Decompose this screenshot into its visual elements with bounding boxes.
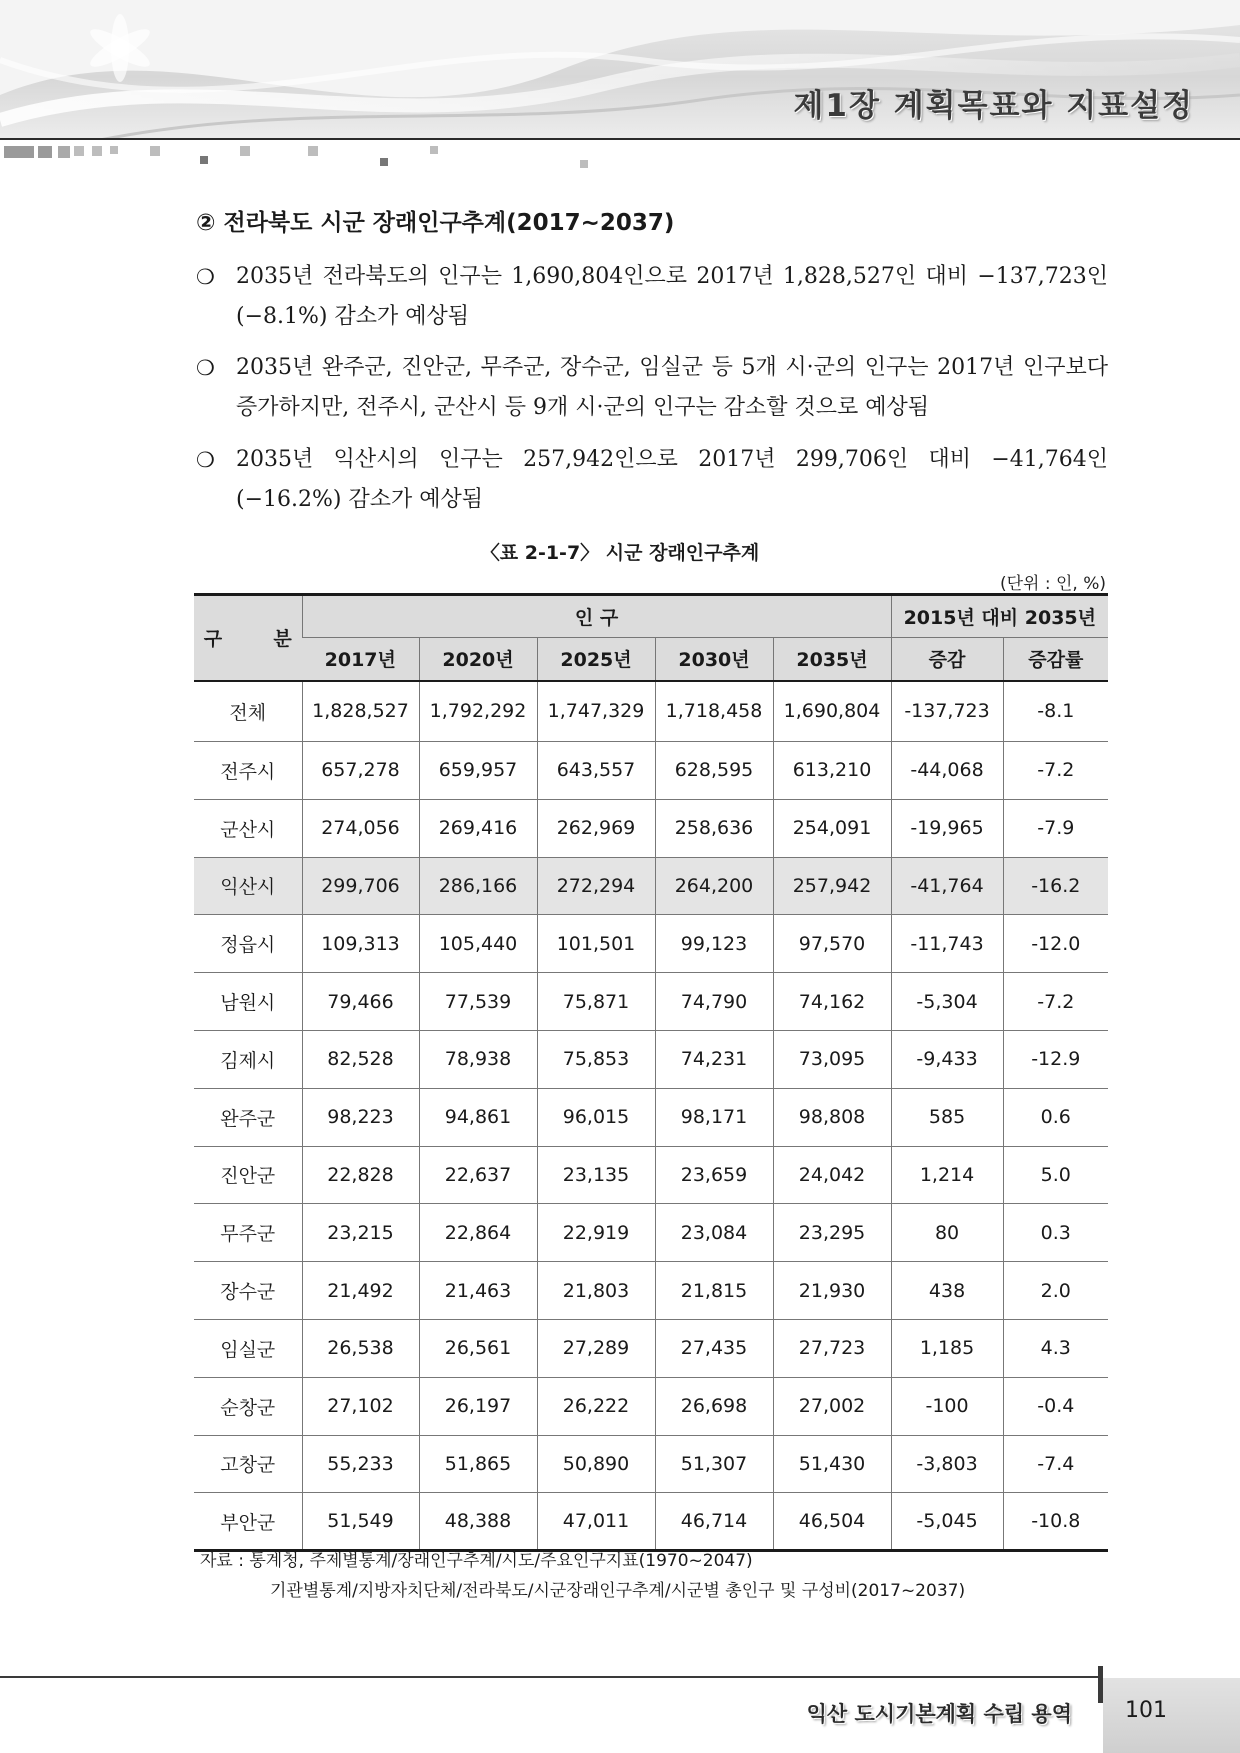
value-cell: 74,231 xyxy=(655,1030,773,1088)
header-change-amount: 증감 xyxy=(891,638,1003,681)
value-cell: 98,808 xyxy=(773,1088,891,1146)
value-cell: -44,068 xyxy=(891,742,1003,800)
page-number: 101 xyxy=(1125,1698,1167,1723)
value-cell: 2.0 xyxy=(1003,1262,1108,1320)
region-cell: 전주시 xyxy=(194,742,302,800)
value-cell: 97,570 xyxy=(773,915,891,973)
value-cell: 585 xyxy=(891,1088,1003,1146)
value-cell: 21,463 xyxy=(419,1262,537,1320)
value-cell: 51,307 xyxy=(655,1435,773,1493)
table-row xyxy=(194,857,1108,915)
value-cell: 613,210 xyxy=(773,742,891,800)
population-table xyxy=(194,593,1108,1552)
value-cell: 1,214 xyxy=(891,1146,1003,1204)
value-cell: 22,864 xyxy=(419,1204,537,1262)
region-cell: 진안군 xyxy=(194,1146,302,1204)
value-cell: 628,595 xyxy=(655,742,773,800)
value-cell: 27,002 xyxy=(773,1377,891,1435)
value-cell: 27,435 xyxy=(655,1319,773,1377)
value-cell: 98,171 xyxy=(655,1088,773,1146)
value-cell: 299,706 xyxy=(302,857,419,915)
value-cell: 1,747,329 xyxy=(537,681,655,742)
header-dot-pattern xyxy=(0,142,620,170)
header-year: 2025년 xyxy=(537,638,655,681)
value-cell: 22,828 xyxy=(302,1146,419,1204)
header-year: 2030년 xyxy=(655,638,773,681)
header-banner xyxy=(0,0,1240,140)
value-cell: 74,162 xyxy=(773,973,891,1031)
source-line: 자료 : 통계청, 주제별통계/장래인구추계/시도/주요인구지표(1970~2047) xyxy=(200,1551,753,1571)
source-note xyxy=(200,1546,965,1606)
value-cell: 286,166 xyxy=(419,857,537,915)
value-cell: -7.2 xyxy=(1003,973,1108,1031)
value-cell: 23,084 xyxy=(655,1204,773,1262)
value-cell: -12.0 xyxy=(1003,915,1108,973)
value-cell: 79,466 xyxy=(302,973,419,1031)
value-cell: 23,215 xyxy=(302,1204,419,1262)
region-cell: 김제시 xyxy=(194,1030,302,1088)
value-cell: -7.4 xyxy=(1003,1435,1108,1493)
value-cell: 46,714 xyxy=(655,1493,773,1551)
value-cell: 26,561 xyxy=(419,1319,537,1377)
header-gubun-a: 구 xyxy=(203,628,223,651)
value-cell: -7.9 xyxy=(1003,799,1108,857)
table-row xyxy=(194,1204,1108,1262)
value-cell: 96,015 xyxy=(537,1088,655,1146)
region-cell: 부안군 xyxy=(220,1511,276,1534)
value-cell: 51,549 xyxy=(302,1493,419,1551)
header-gubun xyxy=(194,595,302,681)
value-cell: -16.2 xyxy=(1003,857,1108,915)
value-cell: 264,200 xyxy=(655,857,773,915)
bullet-paragraph xyxy=(196,348,1108,428)
value-cell: -100 xyxy=(891,1377,1003,1435)
value-cell: 659,957 xyxy=(419,742,537,800)
section-heading: ② 전라북도 시군 장래인구추계(2017~2037) xyxy=(196,210,675,236)
value-cell: 258,636 xyxy=(655,799,773,857)
value-cell: -10.8 xyxy=(1003,1493,1108,1551)
header-gubun-b: 분 xyxy=(273,628,292,651)
value-cell: 23,135 xyxy=(537,1146,655,1204)
value-cell: -9,433 xyxy=(891,1030,1003,1088)
value-cell: 22,637 xyxy=(419,1146,537,1204)
value-cell: 46,504 xyxy=(773,1493,891,1551)
value-cell: 21,492 xyxy=(302,1262,419,1320)
value-cell: 55,233 xyxy=(302,1435,419,1493)
region-cell: 정읍시 xyxy=(194,915,302,973)
source-line: 기관별통계/지방자치단체/전라북도/시군장래인구추계/시군별 총인구 및 구성비(2017~2037) xyxy=(270,1581,966,1601)
value-cell: 105,440 xyxy=(419,915,537,973)
value-cell: 1,792,292 xyxy=(419,681,537,742)
value-cell: 23,659 xyxy=(655,1146,773,1204)
value-cell: 26,222 xyxy=(537,1377,655,1435)
region-cell: 완주군 xyxy=(194,1088,302,1146)
value-cell: 4.3 xyxy=(1003,1319,1108,1377)
value-cell: -0.4 xyxy=(1003,1377,1108,1435)
value-cell: 5.0 xyxy=(1003,1146,1108,1204)
value-cell: 1,690,804 xyxy=(773,681,891,742)
table-row xyxy=(194,1377,1108,1435)
value-cell: 99,123 xyxy=(655,915,773,973)
value-cell: 78,938 xyxy=(419,1030,537,1088)
value-cell: -8.1 xyxy=(1003,681,1108,742)
bullet-text: 2035년 전라북도의 인구는 1,690,804인으로 2017년 1,828,527인 대비 −137,723인(−8.1%) 감소가 예상됨 xyxy=(236,264,1108,329)
header-year: 2020년 xyxy=(419,638,537,681)
value-cell: 26,197 xyxy=(419,1377,537,1435)
footer-title: 익산 도시기본계획 수립 용역 xyxy=(806,1702,1072,1726)
bullet-circle-icon: ❍ xyxy=(196,448,215,472)
value-cell: 94,861 xyxy=(419,1088,537,1146)
value-cell: 1,828,527 xyxy=(302,681,419,742)
region-cell: 임실군 xyxy=(194,1319,302,1377)
header-population: 인 구 xyxy=(302,595,891,638)
value-cell: 26,698 xyxy=(655,1377,773,1435)
value-cell: 80 xyxy=(891,1204,1003,1262)
value-cell: 27,289 xyxy=(537,1319,655,1377)
value-cell: 27,723 xyxy=(773,1319,891,1377)
table-row xyxy=(194,915,1108,973)
table-row xyxy=(194,1146,1108,1204)
bullet-text: 2035년 익산시의 인구는 257,942인으로 2017년 299,706인 대비 −41,764인(−16.2%) 감소가 예상됨 xyxy=(236,447,1108,512)
value-cell: -12.9 xyxy=(1003,1030,1108,1088)
value-cell: 438 xyxy=(891,1262,1003,1320)
value-cell: 21,815 xyxy=(655,1262,773,1320)
value-cell: 27,102 xyxy=(302,1377,419,1435)
value-cell: -41,764 xyxy=(891,857,1003,915)
chapter-title: 제1장 계획목표와 지표설정 xyxy=(793,88,1194,124)
value-cell: -3,803 xyxy=(891,1435,1003,1493)
value-cell: 74,790 xyxy=(655,973,773,1031)
table-header-row xyxy=(194,595,1108,638)
value-cell: 109,313 xyxy=(302,915,419,973)
value-cell: 73,095 xyxy=(773,1030,891,1088)
value-cell: 75,871 xyxy=(537,973,655,1031)
value-cell: 0.3 xyxy=(1003,1204,1108,1262)
value-cell: 26,538 xyxy=(302,1319,419,1377)
header-change-rate: 증감률 xyxy=(1003,638,1108,681)
region-cell: 전체 xyxy=(194,681,302,742)
value-cell: -5,045 xyxy=(891,1493,1003,1551)
region-cell: 익산시 xyxy=(194,857,302,915)
value-cell: -11,743 xyxy=(891,915,1003,973)
table-row xyxy=(194,799,1108,857)
value-cell: 254,091 xyxy=(773,799,891,857)
value-cell: 98,223 xyxy=(302,1088,419,1146)
table-row xyxy=(194,681,1108,742)
table-caption: 〈표 2-1-7〉 시군 장래인구추계 xyxy=(480,542,760,564)
header-year: 2017년 xyxy=(302,638,419,681)
table-row xyxy=(194,1493,1108,1551)
table-subheader-row xyxy=(194,638,1108,681)
bullet-text: 2035년 완주군, 진안군, 무주군, 장수군, 임실군 등 5개 시·군의 인구는 2017년 인구보다 증가하지만, 전주시, 군산시 등 9개 시·군의 인구는 감소할 것으로 예상됨 xyxy=(236,355,1108,420)
value-cell: 272,294 xyxy=(537,857,655,915)
region-cell: 무주군 xyxy=(194,1204,302,1262)
value-cell: 262,969 xyxy=(537,799,655,857)
value-cell: -5,304 xyxy=(891,973,1003,1031)
table-row xyxy=(194,1088,1108,1146)
value-cell: 643,557 xyxy=(537,742,655,800)
value-cell: -19,965 xyxy=(891,799,1003,857)
footer-rule xyxy=(0,1676,1100,1678)
table-row xyxy=(194,1435,1108,1493)
bullet-circle-icon: ❍ xyxy=(196,356,215,380)
value-cell: 274,056 xyxy=(302,799,419,857)
value-cell: 657,278 xyxy=(302,742,419,800)
value-cell: 75,853 xyxy=(537,1030,655,1088)
region-cell: 순창군 xyxy=(194,1377,302,1435)
value-cell: 257,942 xyxy=(773,857,891,915)
value-cell: 51,865 xyxy=(419,1435,537,1493)
value-cell: 1,718,458 xyxy=(655,681,773,742)
bullet-paragraph xyxy=(196,257,1108,337)
table-row xyxy=(194,1319,1108,1377)
region-cell: 고창군 xyxy=(194,1435,302,1493)
bullet-paragraph xyxy=(196,440,1108,520)
value-cell: 0.6 xyxy=(1003,1088,1108,1146)
region-cell: 남원시 xyxy=(194,973,302,1031)
value-cell: -7.2 xyxy=(1003,742,1108,800)
value-cell: 21,930 xyxy=(773,1262,891,1320)
value-cell: -137,723 xyxy=(891,681,1003,742)
value-cell: 77,539 xyxy=(419,973,537,1031)
table-unit: (단위 : 인, %) xyxy=(999,574,1106,594)
region-cell: 장수군 xyxy=(194,1262,302,1320)
value-cell: 51,430 xyxy=(773,1435,891,1493)
value-cell: 22,919 xyxy=(537,1204,655,1262)
value-cell: 1,185 xyxy=(891,1319,1003,1377)
value-cell: 24,042 xyxy=(773,1146,891,1204)
bullet-circle-icon: ❍ xyxy=(196,265,215,289)
header-change: 2015년 대비 2035년 xyxy=(891,595,1108,638)
table-row xyxy=(194,742,1108,800)
header-year: 2035년 xyxy=(773,638,891,681)
value-cell: 47,011 xyxy=(537,1493,655,1551)
table-row xyxy=(194,1262,1108,1320)
header-rule xyxy=(0,138,1240,140)
value-cell: 48,388 xyxy=(419,1493,537,1551)
table-row xyxy=(194,1030,1108,1088)
value-cell: 101,501 xyxy=(537,915,655,973)
table-row xyxy=(194,973,1108,1031)
value-cell: 21,803 xyxy=(537,1262,655,1320)
value-cell: 82,528 xyxy=(302,1030,419,1088)
value-cell: 50,890 xyxy=(537,1435,655,1493)
region-cell: 군산시 xyxy=(194,799,302,857)
value-cell: 23,295 xyxy=(773,1204,891,1262)
value-cell: 269,416 xyxy=(419,799,537,857)
